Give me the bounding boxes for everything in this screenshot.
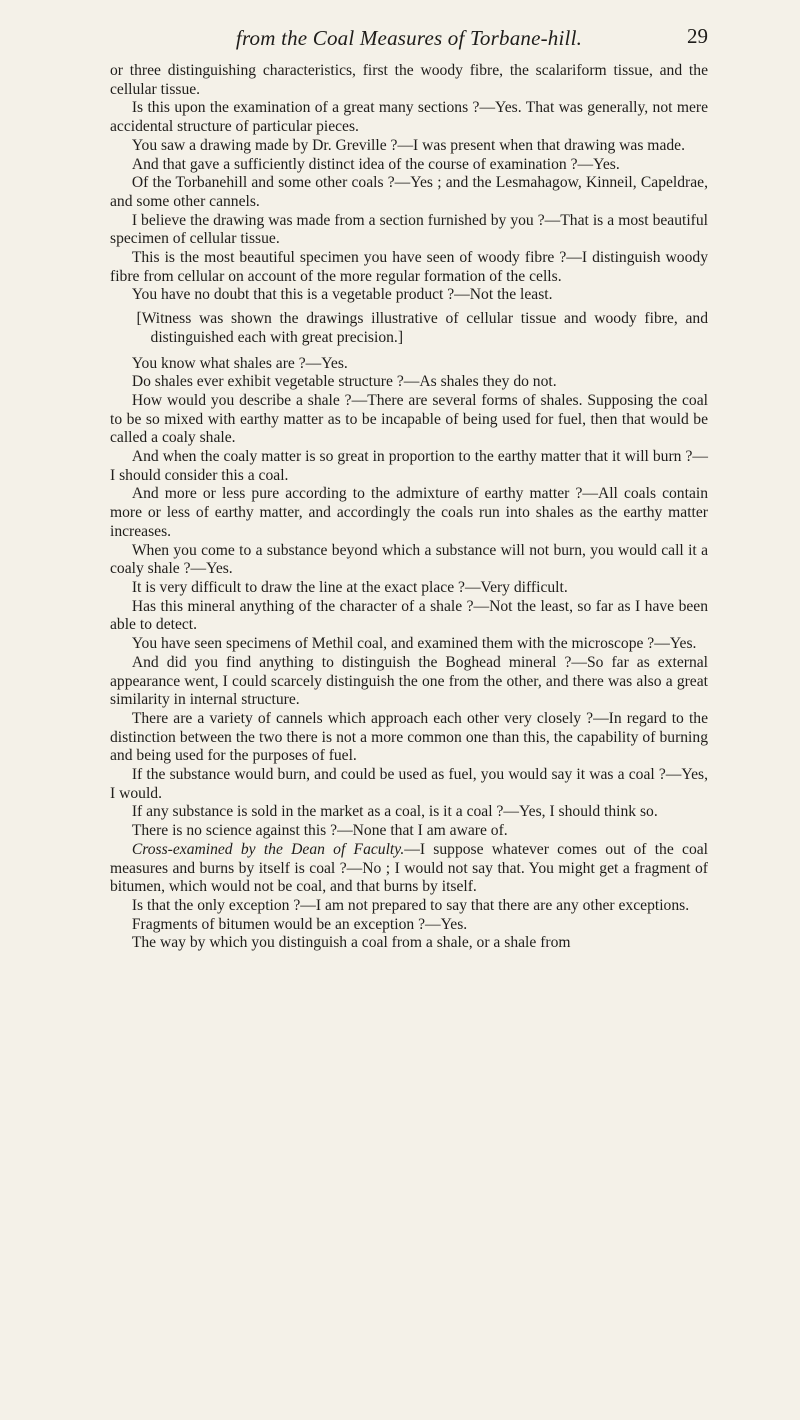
paragraph bbox=[110, 916, 708, 935]
paragraph-text: How would you describe a shale ?—There are several forms of shales. Supposing the coal to be so mixed with earthy matter as to be incapable of being used for fuel, then that would be called a coaly shale. bbox=[110, 391, 708, 447]
paragraph bbox=[110, 174, 708, 211]
running-title: from the Coal Measures of Torbane-hill. bbox=[235, 26, 583, 50]
paragraph bbox=[110, 710, 708, 766]
paragraph-text: Has this mineral anything of the character of a shale ?—Not the least, so far as I have been able to detect. bbox=[110, 597, 708, 634]
paragraph-text: If any substance is sold in the market as a coal, is it a coal ?—Yes, I should think so. bbox=[131, 803, 658, 821]
paragraph bbox=[110, 392, 708, 448]
paragraph bbox=[110, 99, 708, 136]
paragraph bbox=[110, 249, 708, 286]
paragraph-text: or three distinguishing characteristics, first the woody fibre, the scalariform tissue, and the cellular tissue. bbox=[110, 62, 708, 98]
paragraph-text: And when the coaly matter is so great in proportion to the earthy matter that it will burn ?—I should consider this a coal. bbox=[110, 448, 708, 484]
paragraph-text: You saw a drawing made by Dr. Greville ?—I was present when that drawing was made. bbox=[131, 136, 685, 154]
paragraph bbox=[110, 579, 708, 598]
paragraph bbox=[110, 448, 708, 485]
paragraph-text: There are a variety of cannels which approach each other very closely ?—In regard to the distinction between the two there is not a more common one than this, the capability of burning and being used for the purposes of fuel. bbox=[110, 709, 708, 765]
paragraph bbox=[110, 897, 708, 916]
paragraph bbox=[110, 803, 708, 822]
page-number: 29 bbox=[687, 24, 708, 48]
paragraph-text: The way by which you distinguish a coal from a shale, or a shale from bbox=[131, 934, 571, 952]
paragraph bbox=[110, 934, 708, 953]
bracket-note bbox=[110, 310, 708, 347]
paragraph-text: Do shales ever exhibit vegetable structure ?—As shales they do not. bbox=[131, 373, 557, 391]
paragraph-text: When you come to a substance beyond which a substance will not burn, you would call it a coaly shale ?—Yes. bbox=[110, 541, 708, 578]
paragraph-text: Of the Torbanehill and some other coals ?—Yes ; and the Lesmahagow, Kinneil, Capeldrae, and some other cannels. bbox=[110, 174, 708, 210]
paragraph bbox=[110, 635, 708, 654]
paragraph-text: And that gave a sufficiently distinct idea of the course of examination ?—Yes. bbox=[131, 155, 620, 173]
paragraph-text: You have no doubt that this is a vegetable product ?—Not the least. bbox=[131, 286, 553, 304]
paragraph bbox=[110, 137, 708, 156]
paragraph-text: You have seen specimens of Methil coal, and examined them with the microscope ?—Yes. bbox=[131, 635, 697, 653]
paragraph-text: There is no science against this ?—None that I am aware of. bbox=[131, 822, 508, 840]
paragraph bbox=[110, 841, 708, 897]
paragraph bbox=[110, 286, 708, 305]
paragraph-text: It is very difficult to draw the line at the exact place ?—Very difficult. bbox=[131, 578, 568, 596]
paragraph bbox=[110, 542, 708, 579]
paragraph bbox=[110, 355, 708, 374]
body-text bbox=[110, 62, 708, 953]
paragraph bbox=[110, 654, 708, 710]
paragraph-text: This is the most beautiful specimen you have seen of woody fibre ?—I distinguish woody fibre from cellular on account of the more regular formation of the cells. bbox=[110, 249, 708, 285]
paragraph bbox=[110, 156, 708, 175]
paragraph-text: And did you find anything to distinguish the Boghead mineral ?—So far as external appearance went, I could scarcely distinguish the one from the other, and there was also a great similarity in internal structure. bbox=[110, 653, 708, 709]
paragraph bbox=[110, 822, 708, 841]
cross-examination-lead: Cross-examined by the Dean of Faculty. bbox=[131, 840, 405, 858]
paragraph-text: —I suppose whatever comes out of the coal measures and burns by itself is coal ?—No ; I would not say that. You might get a fragment of bitumen, which would not be coal, and that burns by itself. bbox=[110, 840, 708, 896]
paragraph-text: If the substance would burn, and could be used as fuel, you would say it was a coal ?—Yes, I would. bbox=[110, 766, 708, 802]
page-header bbox=[110, 0, 708, 56]
paragraph-text: Fragments of bitumen would be an exception ?—Yes. bbox=[131, 915, 468, 933]
paragraph-text: Is that the only exception ?—I am not prepared to say that there are any other exceptions. bbox=[131, 896, 690, 914]
paragraph-text: Is this upon the examination of a great many sections ?—Yes. That was generally, not mere accidental structure of particular pieces. bbox=[110, 99, 708, 136]
paragraph-text: And more or less pure according to the admixture of earthy matter ?—All coals contain more or less of earthy matter, and accordingly the coals run into shales as the earthy matter increases. bbox=[110, 485, 708, 540]
paragraph-text: [Witness was shown the drawings illustrative of cellular tissue and woody fibre, and distinguished each with great precision.] bbox=[136, 310, 708, 346]
paragraph bbox=[110, 766, 708, 803]
paragraph-text: You know what shales are ?—Yes. bbox=[131, 354, 348, 372]
paragraph bbox=[110, 485, 708, 541]
paragraph bbox=[110, 62, 708, 99]
paragraph-text: I believe the drawing was made from a section furnished by you ?—That is a most beautiful specimen of cellular tissue. bbox=[110, 211, 708, 248]
paragraph bbox=[110, 212, 708, 249]
paragraph bbox=[110, 598, 708, 635]
paragraph bbox=[110, 373, 708, 392]
